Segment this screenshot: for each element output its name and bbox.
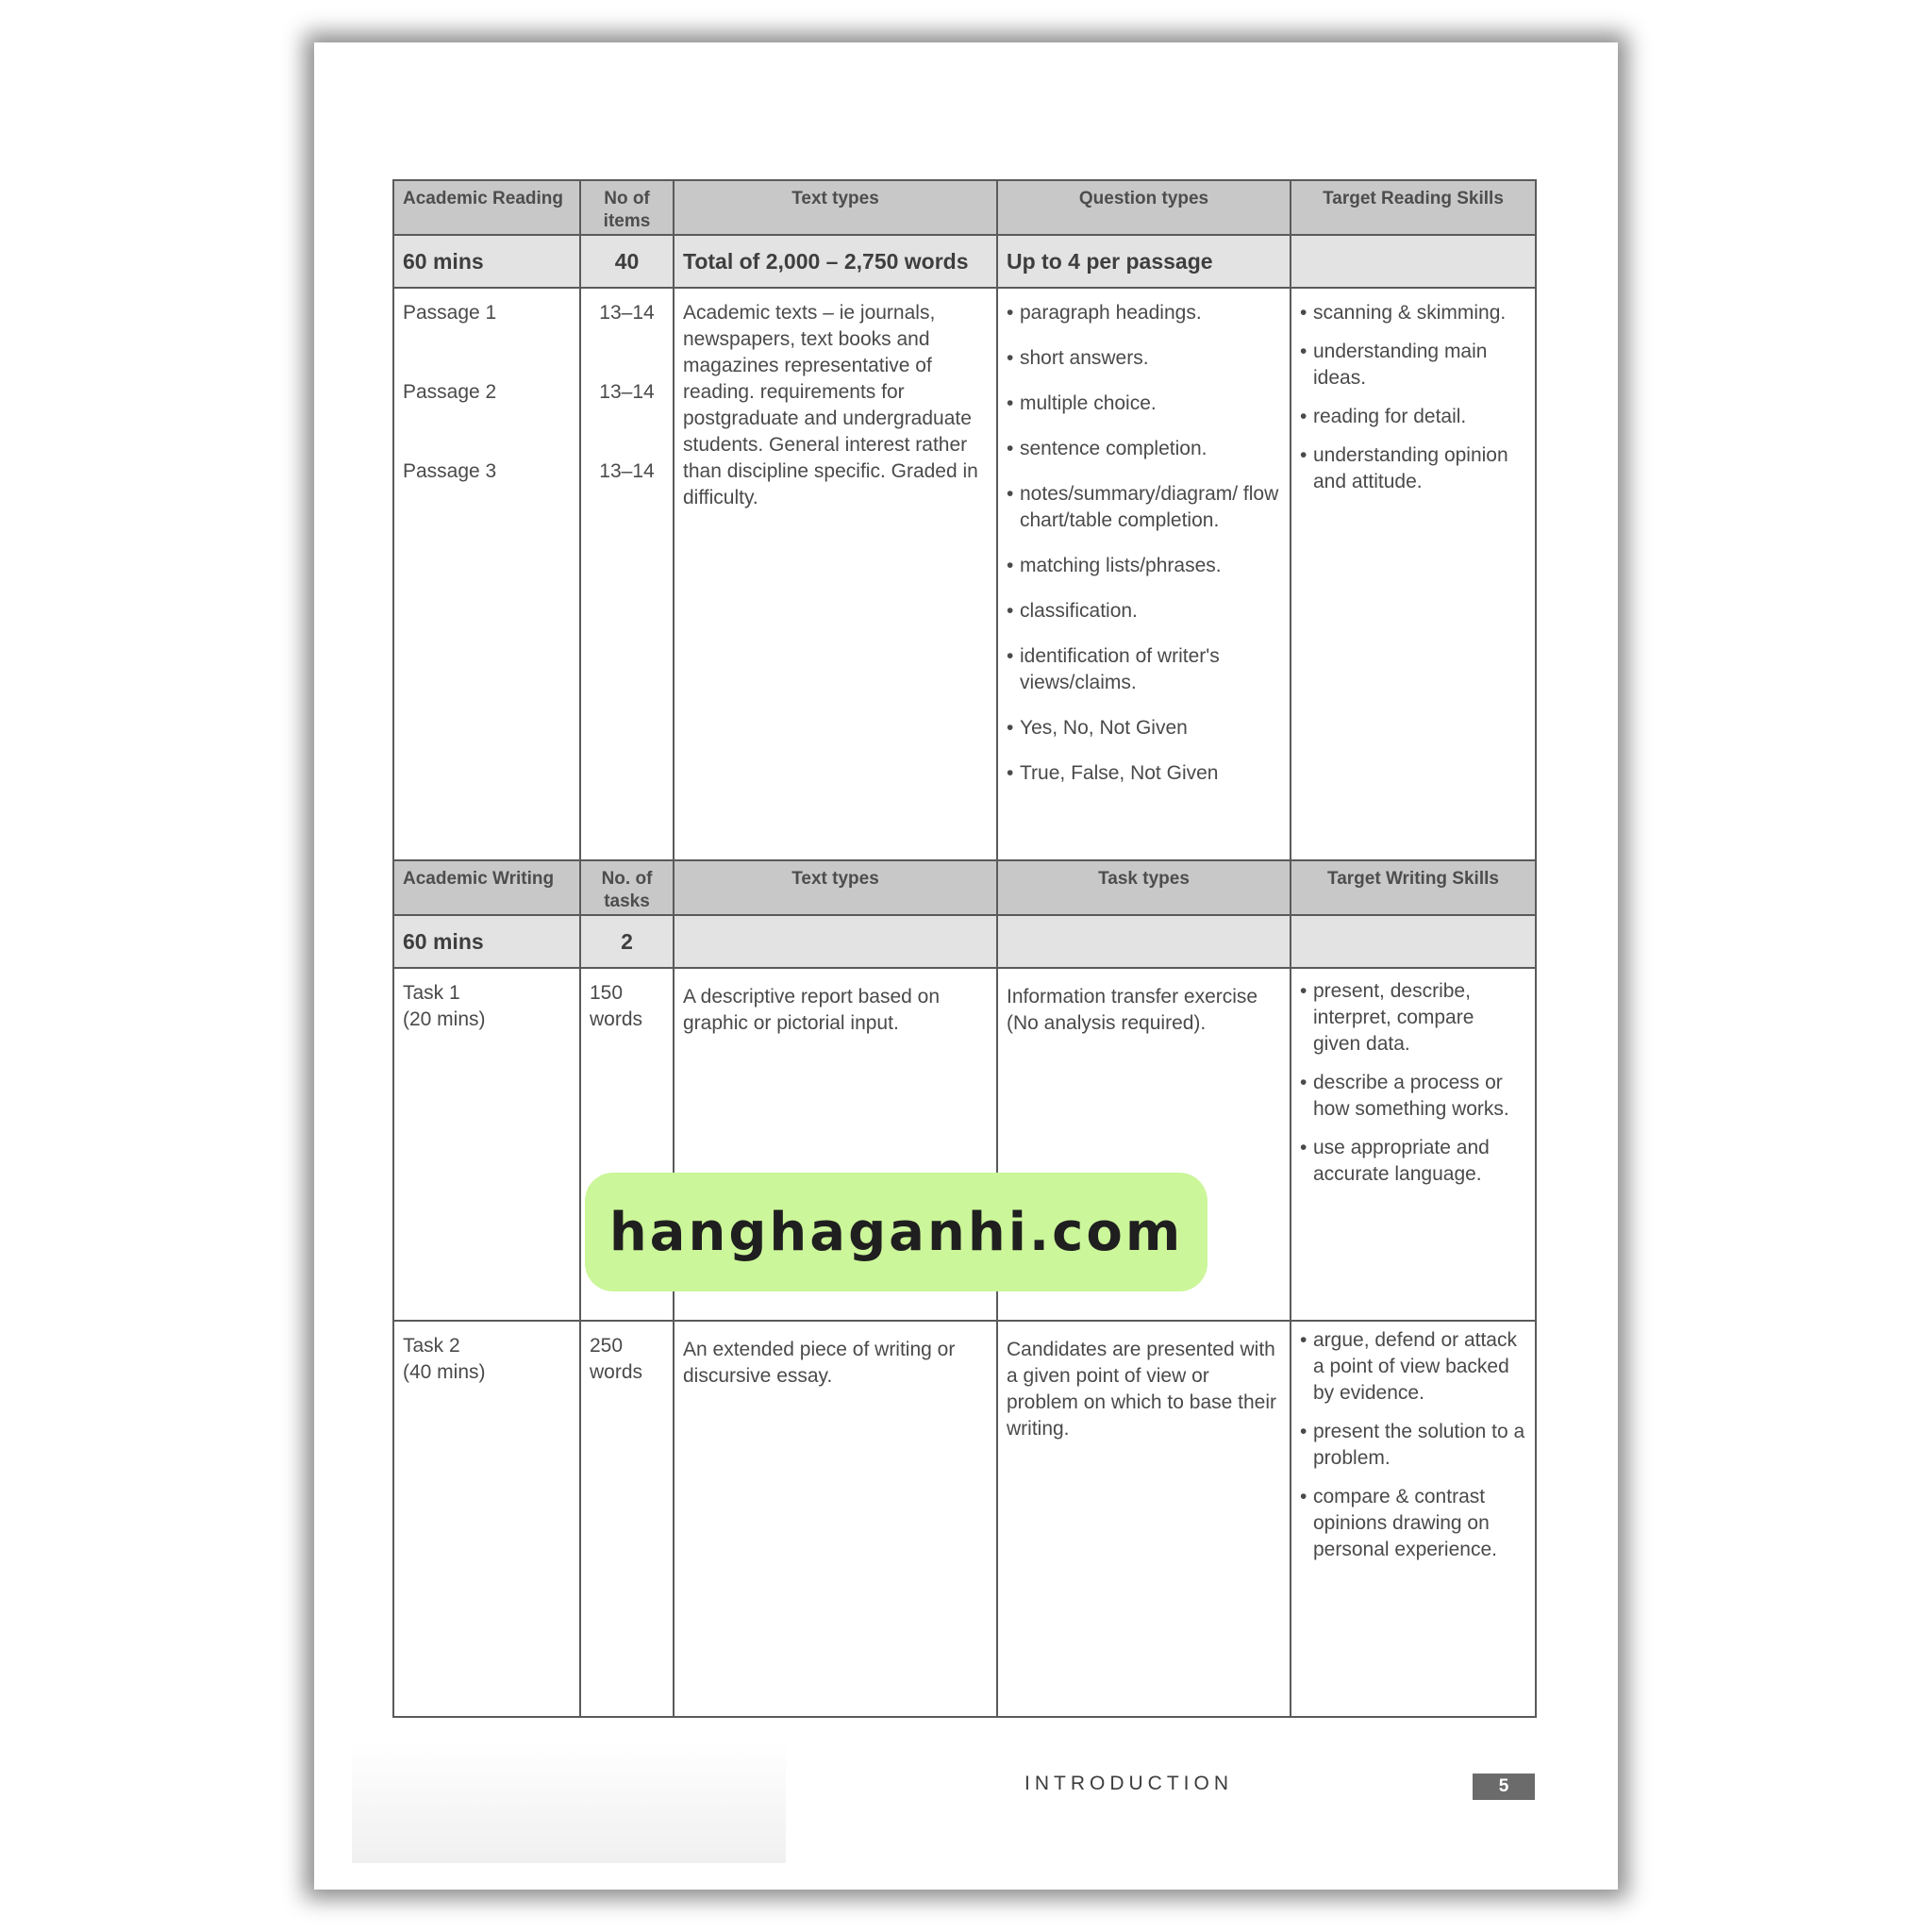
reading-skill-item: • reading for detail. (1300, 404, 1526, 430)
task2-task-type-text: Candidates are presented with a given point of view or problem on which to base their writing. (1007, 1339, 1276, 1440)
col-header-target-reading-skills: Target Reading Skills (1291, 180, 1536, 235)
reading-item-count: 40 (580, 235, 674, 288)
reading-passages-cell (393, 288, 580, 860)
task2-word-label: words (590, 1361, 643, 1383)
passage-item-count: 13–14 (599, 381, 655, 403)
reading-skill-item: • understanding main ideas. (1300, 339, 1526, 391)
reading-skill-item: • understanding opinion and attitude. (1300, 442, 1526, 495)
task2-text-type (674, 1321, 997, 1717)
question-type-item: • short answers. (1007, 345, 1281, 372)
question-type-item: • paragraph headings. (1007, 300, 1281, 326)
writing-time-row (393, 915, 1536, 968)
question-type-item: • matching lists/phrases. (1007, 553, 1281, 579)
col-header-no-of-items: No of items (580, 180, 674, 235)
footer-section-title: INTRODUCTION (1024, 1773, 1233, 1794)
passage-item-count: 13–14 (599, 302, 655, 324)
task2-name: Task 2 (403, 1335, 460, 1357)
task2-skills-cell (1291, 1321, 1536, 1717)
col-header-question-types: Question types (997, 180, 1291, 235)
writing-skill-item: • argue, defend or attack a point of view backed by evidence. (1300, 1327, 1526, 1407)
task2-words-cell (580, 1321, 674, 1717)
reading-body-row (393, 288, 1536, 860)
reading-time: 60 mins (393, 235, 580, 288)
writing-skill-item: • present, describe, interpret, compare given data. (1300, 978, 1526, 1058)
reading-header-row (393, 180, 1536, 235)
task1-text-type-text: A descriptive report based on graphic or pictorial input. (683, 986, 940, 1034)
reading-time-row (393, 235, 1536, 288)
reading-text-types-cell: Academic texts – ie journals, newspapers, text books and magazines representative of reading. requirements for postgraduate and undergraduate students. General interest rather than discipline specific. Graded in difficulty. (674, 288, 997, 860)
task1-word-label: words (590, 1008, 643, 1030)
document-page (314, 42, 1618, 1890)
col-header-academic-writing: Academic Writing (393, 860, 580, 915)
writing-skill-item: • present the solution to a problem. (1300, 1419, 1526, 1472)
task2-task-type (997, 1321, 1291, 1717)
task2-duration: (40 mins) (403, 1361, 486, 1383)
col-header-task-types: Task types (997, 860, 1291, 915)
writing-skill-item: • compare & contrast opinions drawing on personal experience. (1300, 1484, 1526, 1563)
question-type-item: • multiple choice. (1007, 391, 1281, 417)
question-type-item: • identification of writer's views/claims. (1007, 643, 1281, 696)
task2-word-count: 250 (590, 1335, 624, 1357)
task1-task-type-text: Information transfer exercise (No analysis required). (1007, 986, 1258, 1034)
task1-duration: (20 mins) (403, 1008, 486, 1030)
col-header-text-types: Text types (674, 180, 997, 235)
reading-skills-cell (1291, 288, 1536, 860)
col-header-academic-reading: Academic Reading (393, 180, 580, 235)
reading-time-row-empty (1291, 235, 1536, 288)
reading-skill-item: • scanning & skimming. (1300, 300, 1526, 326)
task1-cell (393, 968, 580, 1321)
reading-question-types-cell (997, 288, 1291, 860)
question-type-item: • Yes, No, Not Given (1007, 715, 1281, 741)
passage-item-count: 13–14 (599, 460, 655, 482)
page-number: 5 (1473, 1774, 1535, 1800)
reading-total-words: Total of 2,000 – 2,750 words (674, 235, 997, 288)
watermark-banner: hanghaganhi.com (585, 1173, 1208, 1291)
passage-label: Passage 1 (403, 302, 497, 324)
question-type-item: • True, False, Not Given (1007, 760, 1281, 787)
writing-time-row-empty (997, 915, 1291, 968)
col-header-target-writing-skills: Target Writing Skills (1291, 860, 1536, 915)
task2-text-type-text: An extended piece of writing or discursive essay. (683, 1339, 956, 1387)
question-type-item: • classification. (1007, 598, 1281, 625)
ielts-format-table (392, 179, 1537, 1718)
writing-task2-row (393, 1321, 1536, 1717)
writing-skill-item: • describe a process or how something works. (1300, 1070, 1526, 1123)
writing-time: 60 mins (393, 915, 580, 968)
col-header-no-of-tasks: No. of tasks (580, 860, 674, 915)
writing-time-row-empty (674, 915, 997, 968)
writing-skill-item: • use appropriate and accurate language. (1300, 1135, 1526, 1188)
writing-task-count: 2 (580, 915, 674, 968)
task2-cell (393, 1321, 580, 1717)
question-type-item: • notes/summary/diagram/ flow chart/table completion. (1007, 481, 1281, 534)
question-type-item: • sentence completion. (1007, 436, 1281, 462)
reading-questions-per-passage: Up to 4 per passage (997, 235, 1291, 288)
task1-word-count: 150 (590, 982, 624, 1004)
writing-time-row-empty (1291, 915, 1536, 968)
scan-shadow (352, 1740, 786, 1863)
task1-skills-cell (1291, 968, 1536, 1321)
task1-name: Task 1 (403, 982, 460, 1004)
col-header-writing-text-types: Text types (674, 860, 997, 915)
reading-items-cell (580, 288, 674, 860)
writing-header-row (393, 860, 1536, 915)
passage-label: Passage 3 (403, 460, 497, 482)
passage-label: Passage 2 (403, 381, 497, 403)
